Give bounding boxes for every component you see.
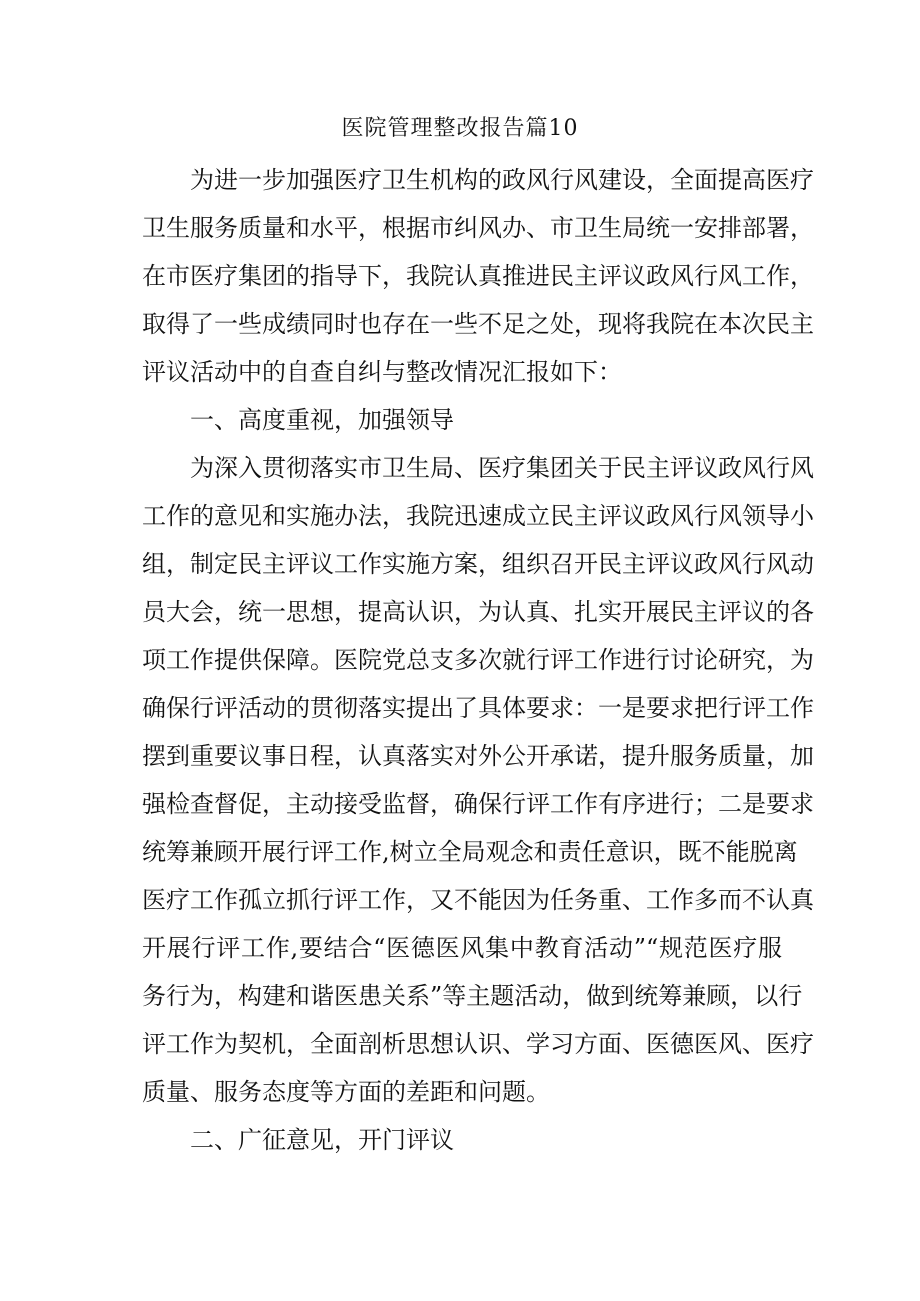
paragraph-line: 评议活动中的自查自纠与整改情况汇报如下：: [142, 358, 622, 386]
paragraph-line: 评工作为契机，全面剖析思想认识、学习方面、医德医风、医疗: [142, 1030, 814, 1058]
section-heading: 一、高度重视，加强领导: [190, 406, 454, 434]
paragraph-line: 摆到重要议事日程，认真落实对外公开承诺，提升服务质量，加: [142, 742, 814, 770]
paragraph-line: 员大会，统一思想，提高认识，为认真、扎实开展民主评议的各: [142, 598, 814, 626]
paragraph-line: 取得了一些成绩同时也存在一些不足之处，现将我院在本次民主: [142, 310, 814, 338]
paragraph-line: 开展行评工作,要结合“医德医风集中教育活动”“规范医疗服: [142, 934, 782, 962]
paragraph-line: 在市医疗集团的指导下，我院认真推进民主评议政风行风工作，: [142, 262, 814, 290]
paragraph-line: 医疗工作孤立抓行评工作，又不能因为任务重、工作多而不认真: [142, 886, 814, 914]
section-heading: 二、广征意见，开门评议: [190, 1126, 454, 1154]
document-title: 医院管理整改报告篇10: [341, 116, 579, 141]
paragraph-line: 统筹兼顾开展行评工作,树立全局观念和责任意识，既不能脱离: [142, 838, 798, 866]
paragraph-line: 为进一步加强医疗卫生机构的政风行风建设，全面提高医疗: [190, 166, 814, 194]
paragraph-line: 为深入贯彻落实市卫生局、医疗集团关于民主评议政风行风: [190, 454, 814, 482]
paragraph-line: 强检查督促，主动接受监督，确保行评工作有序进行；二是要求: [142, 790, 814, 818]
paragraph-line: 质量、服务态度等方面的差距和问题。: [142, 1078, 550, 1106]
paragraph-line: 组，制定民主评议工作实施方案，组织召开民主评议政风行风动: [142, 550, 814, 578]
paragraph-line: 确保行评活动的贯彻落实提出了具体要求：一是要求把行评工作: [142, 694, 814, 722]
paragraph-line: 务行为，构建和谐医患关系”等主题活动，做到统筹兼顾，以行: [142, 982, 803, 1010]
paragraph-line: 卫生服务质量和水平，根据市纠风办、市卫生局统一安排部署，: [142, 214, 814, 242]
paragraph-line: 工作的意见和实施办法，我院迅速成立民主评议政风行风领导小: [142, 502, 814, 530]
paragraph-line: 项工作提供保障。医院党总支多次就行评工作进行讨论研究，为: [142, 646, 814, 674]
